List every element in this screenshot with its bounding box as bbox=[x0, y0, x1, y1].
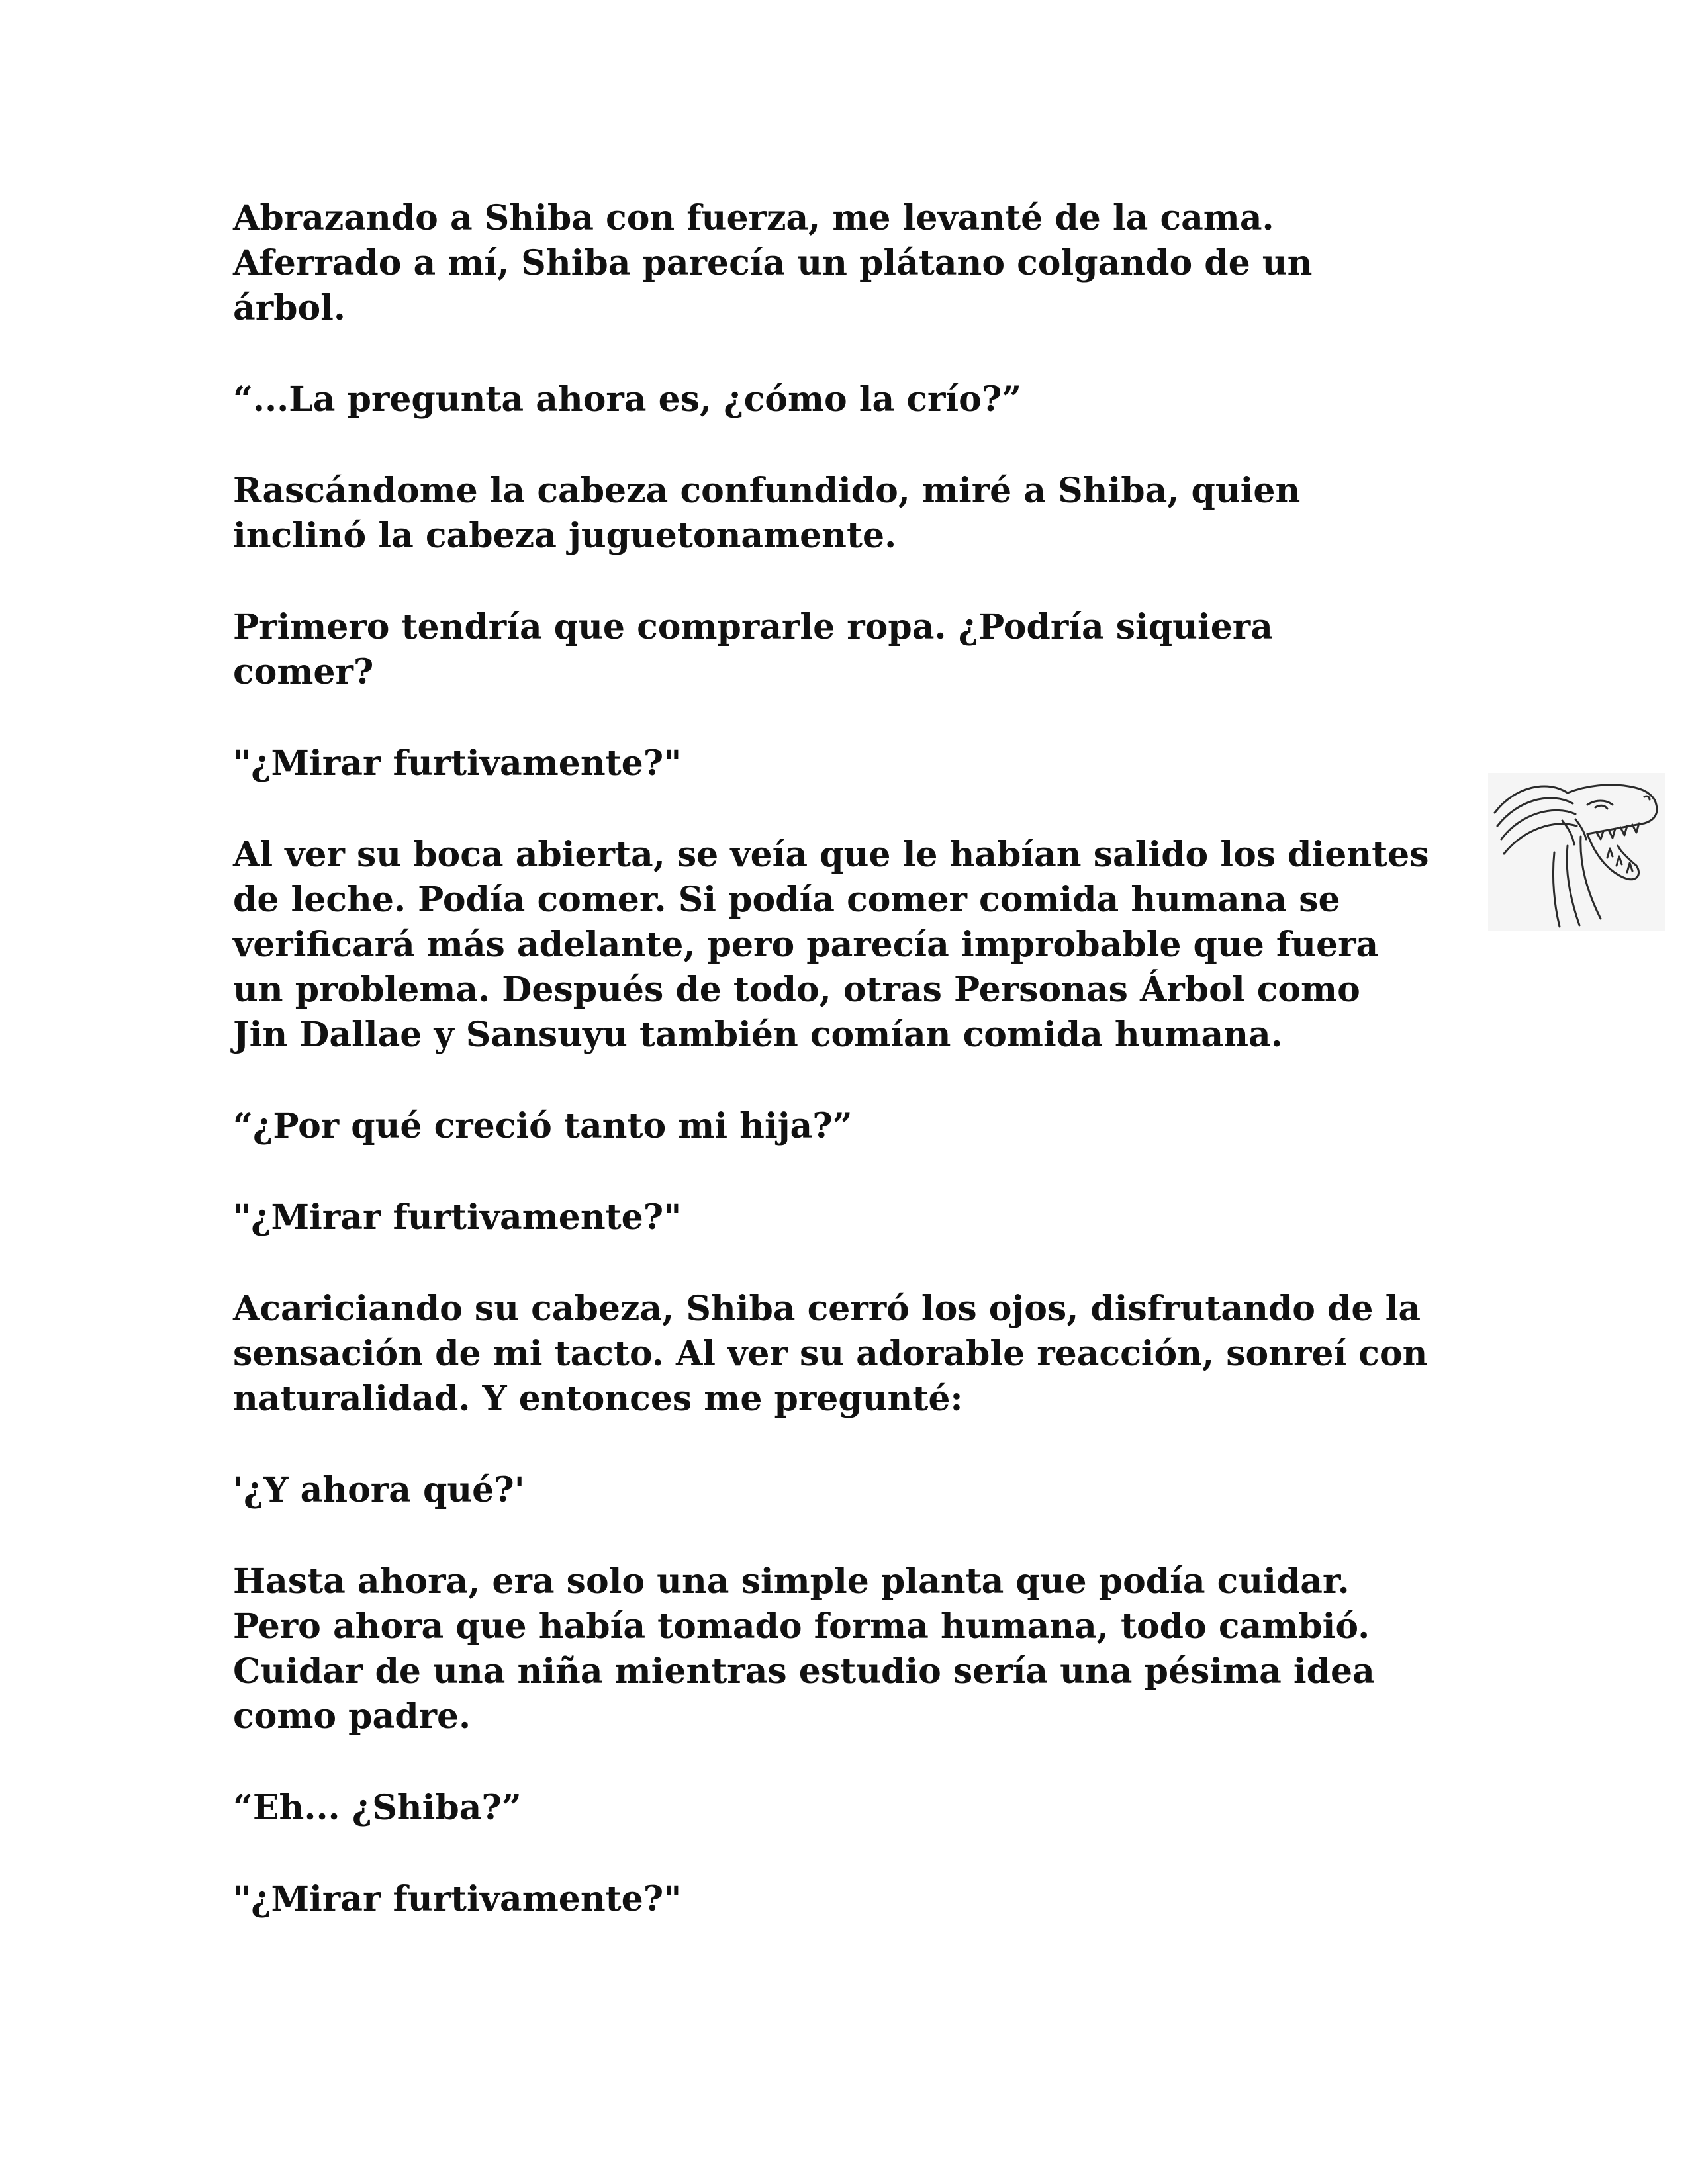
paragraph: Acariciando su cabeza, Shiba cerró los ojos, disfrutando de la sensación de mi tacto. Al ver su adorable reacción, sonreí con naturalidad. Y entonces me pregunté: bbox=[233, 1289, 1428, 1419]
body-text bbox=[233, 196, 1458, 1968]
paragraph: '¿Y ahora qué?' bbox=[233, 1470, 525, 1510]
paragraph: "¿Mirar furtivamente?" bbox=[233, 743, 682, 784]
paragraph: “Eh... ¿Shiba?” bbox=[233, 1788, 522, 1828]
paragraph: “...La pregunta ahora es, ¿cómo la crío?” bbox=[233, 379, 1022, 420]
paragraph: Primero tendría que comprarle ropa. ¿Podría siquiera comer? bbox=[233, 607, 1273, 692]
paragraph: Abrazando a Shiba con fuerza, me levanté de la cama. Aferrado a mí, Shiba parecía un plátano colgando de un árbol. bbox=[233, 198, 1313, 328]
paragraph: "¿Mirar furtivamente?" bbox=[233, 1879, 682, 1919]
paragraph: Hasta ahora, era solo una simple planta que podía cuidar. Pero ahora que había tomado forma humana, todo cambió. Cuidar de una niña mientras estudio sería una pésima idea como padre. bbox=[233, 1561, 1375, 1737]
paragraph: Rascándome la cabeza confundido, miré a Shiba, quien inclinó la cabeza juguetonamente. bbox=[233, 471, 1301, 556]
paragraph: Al ver su boca abierta, se veía que le habían salido los dientes de leche. Podía comer. Si podía comer comida humana se verificará más adelante, pero parecía improbable que fuera un problema. Después de todo, otras Personas Árbol como Jin Dallae y Sansuyu también comían comida humana. bbox=[233, 835, 1429, 1055]
dinosaur-head-sketch-icon bbox=[1488, 773, 1665, 931]
paragraph: "¿Mirar furtivamente?" bbox=[233, 1197, 682, 1238]
paragraph: “¿Por qué creció tanto mi hija?” bbox=[233, 1106, 853, 1146]
